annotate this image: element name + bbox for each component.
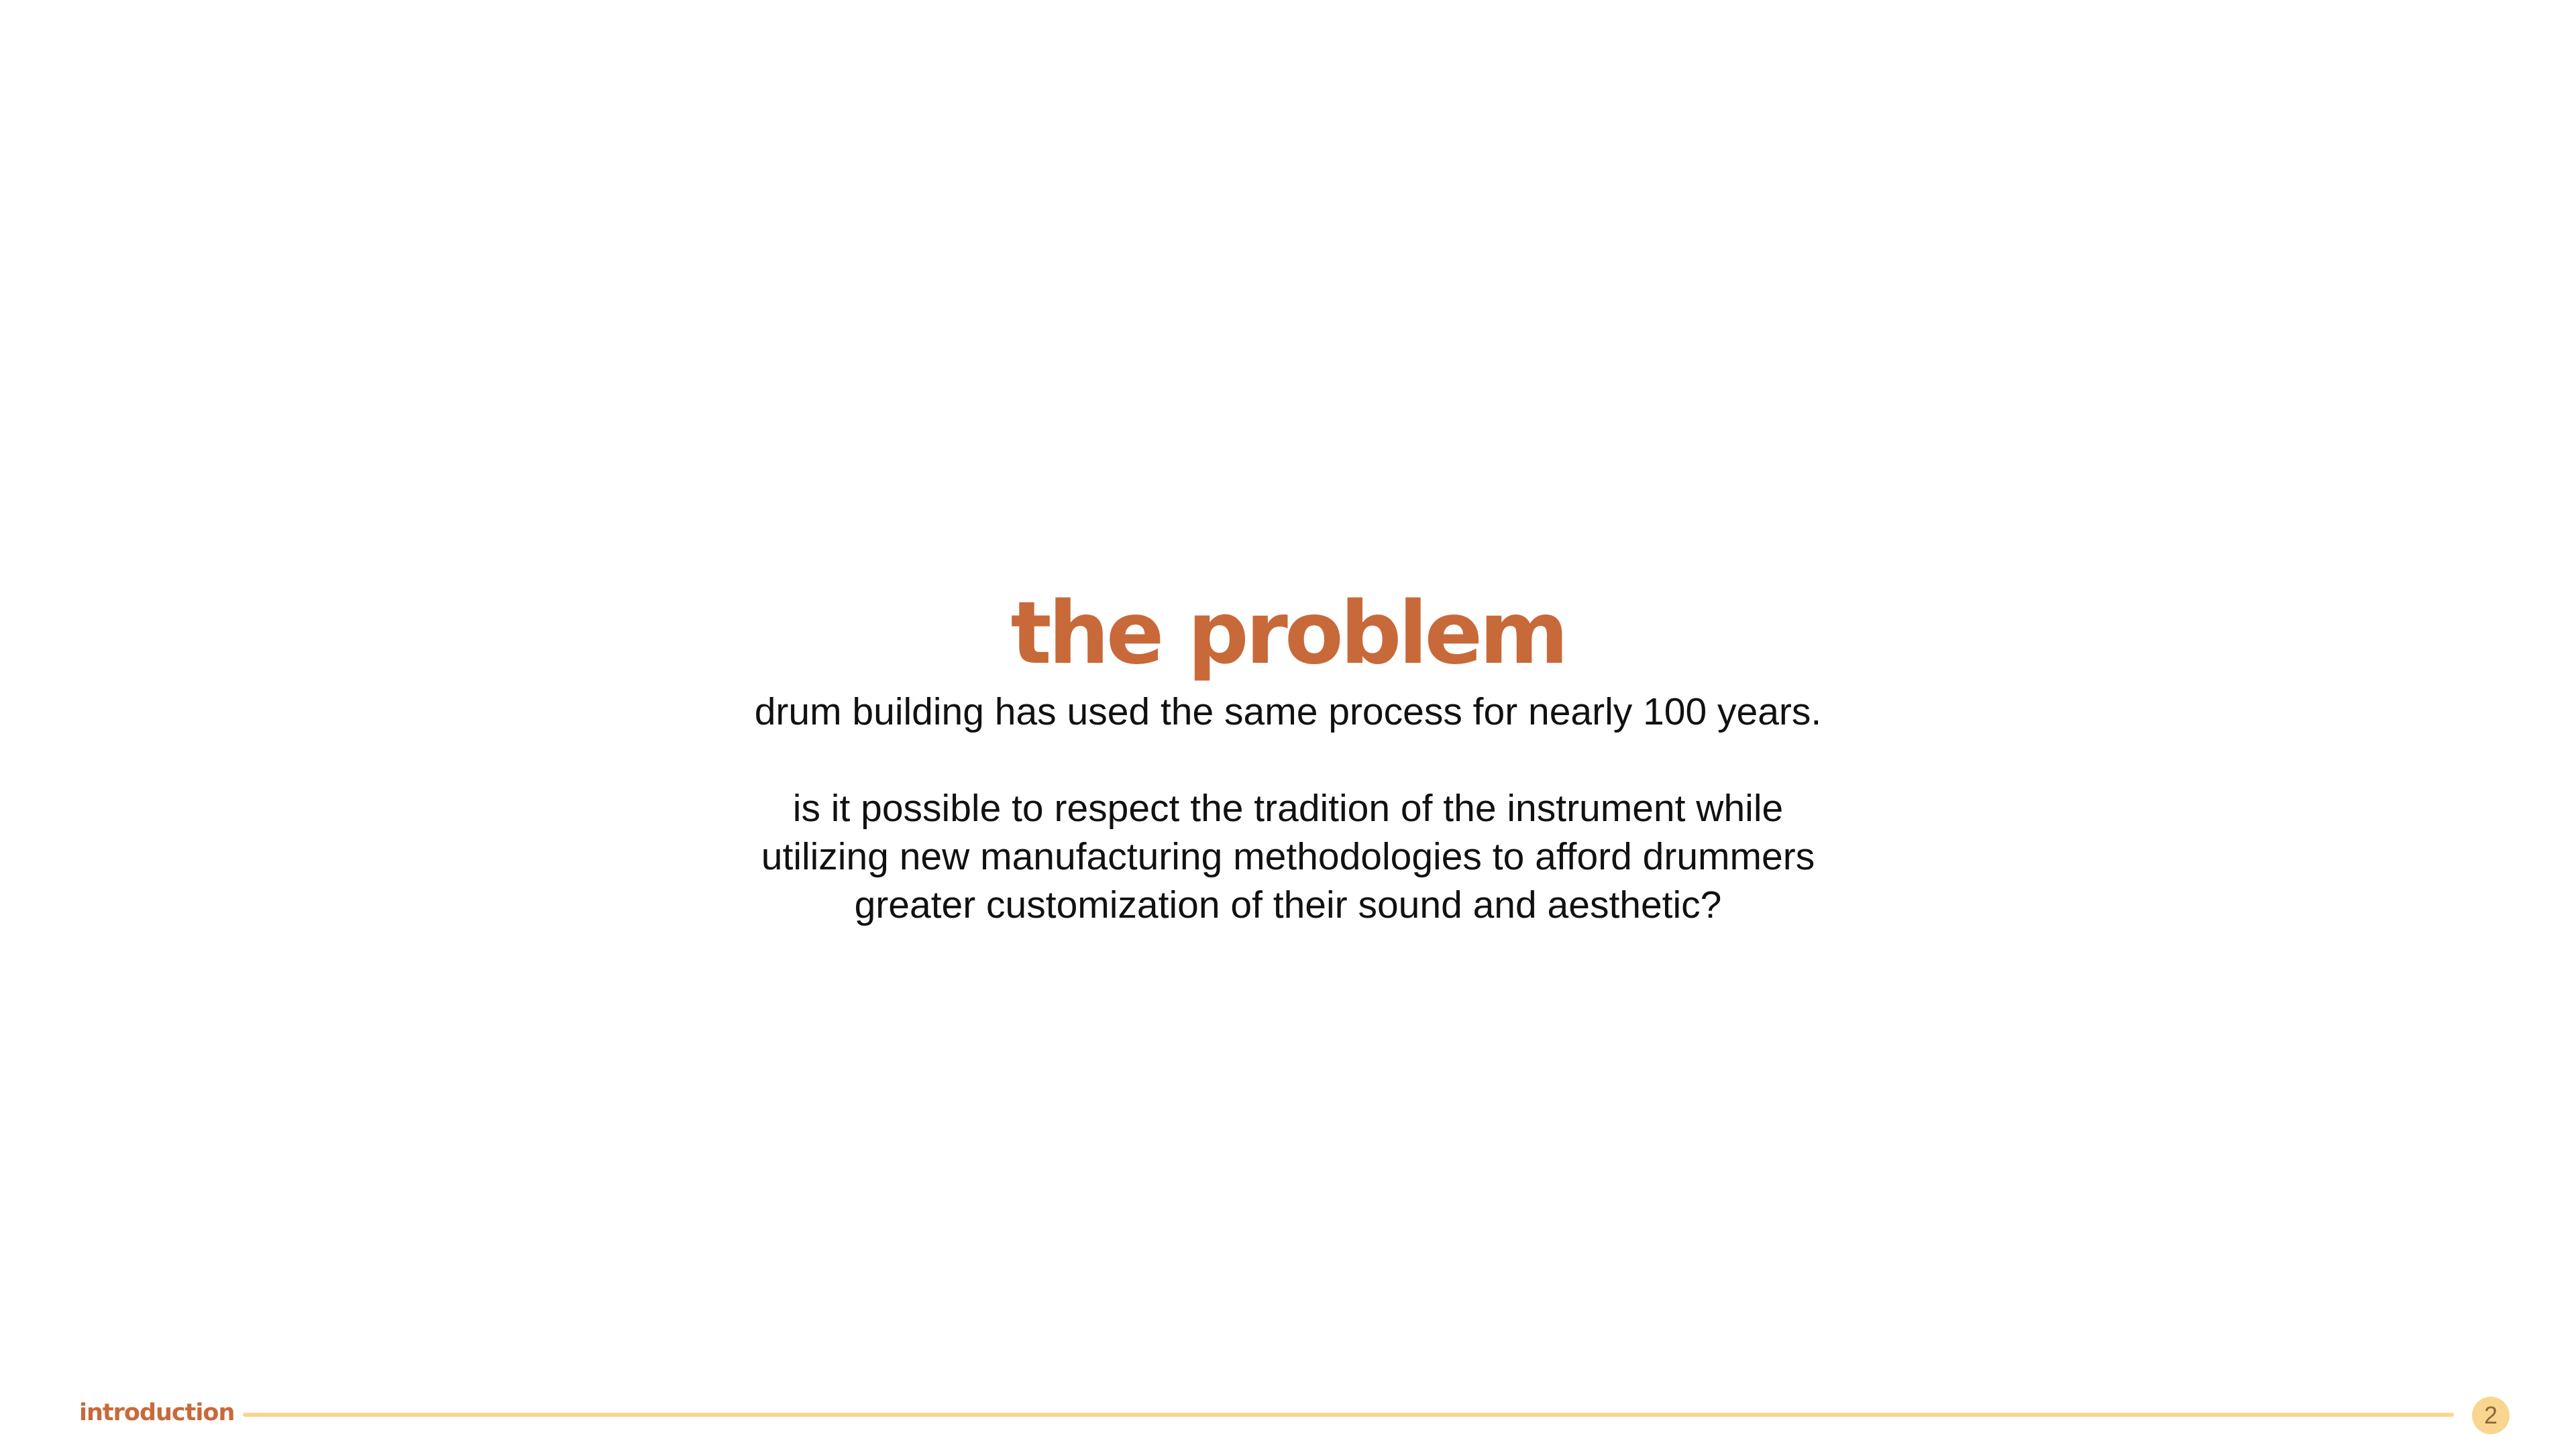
footer-divider	[243, 1413, 2454, 1417]
slide-body	[0, 688, 2576, 929]
question-line: greater customization of their sound and aesthetic?	[854, 883, 1722, 926]
slide-content	[0, 584, 2576, 929]
page-number-badge: 2	[2472, 1397, 2510, 1434]
problem-statement: drum building has used the same process for nearly 100 years.	[754, 690, 1822, 733]
question-line: utilizing new manufacturing methodologies to afford drummers	[761, 835, 1815, 878]
question-line: is it possible to respect the tradition of the instrument while	[792, 787, 1784, 830]
section-label: introduction	[79, 1399, 235, 1426]
slide-title: the problem	[1010, 584, 1566, 684]
paragraph-spacer	[0, 736, 2576, 784]
